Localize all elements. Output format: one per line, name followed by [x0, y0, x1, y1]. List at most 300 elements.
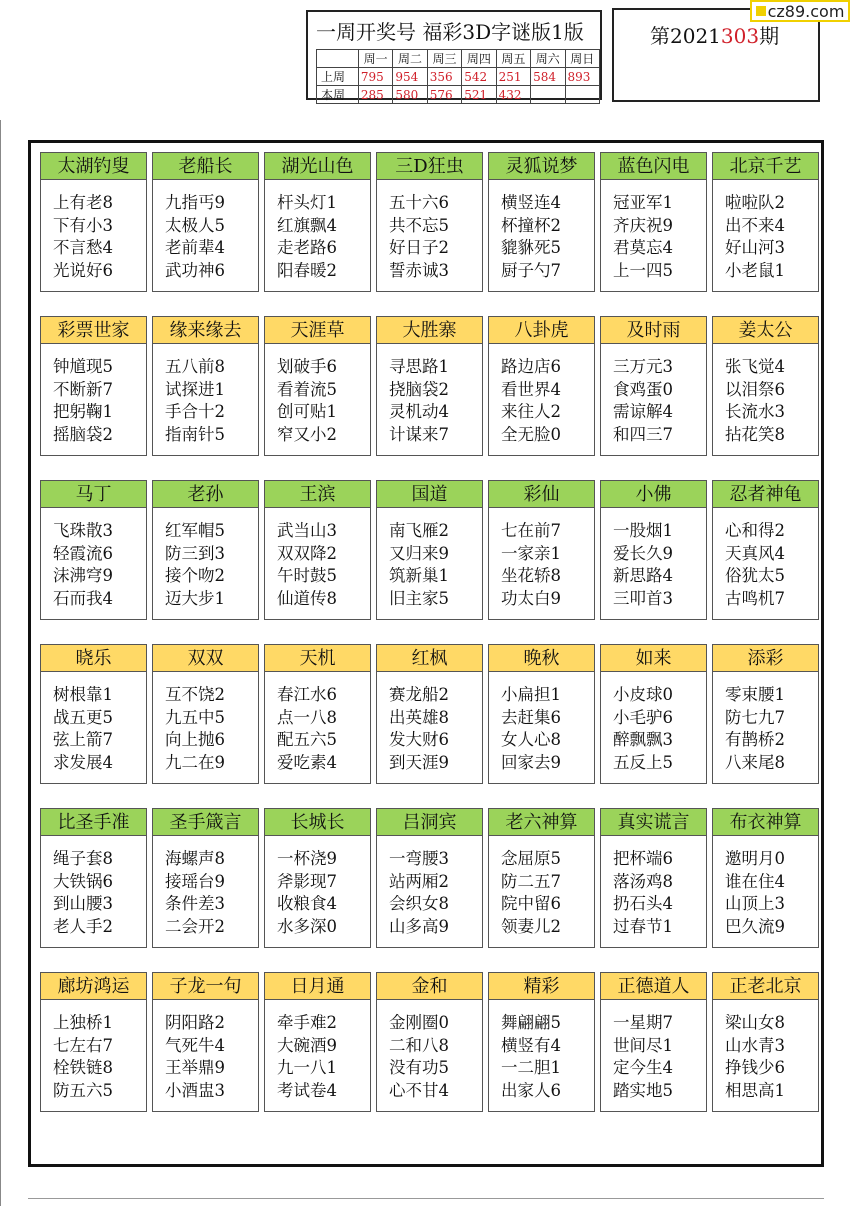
draw-number: 356 [427, 68, 461, 86]
riddle-line: 树根靠1 [53, 685, 113, 704]
riddle-line: 飞珠散3 [53, 521, 113, 540]
riddle-line: 接个吻2 [165, 566, 225, 585]
draw-number: 251 [496, 68, 530, 86]
riddle-line: 双双降2 [277, 543, 337, 563]
riddle-card-author: 及时雨 [601, 317, 706, 344]
riddle-card [264, 152, 371, 292]
riddle-line: 定今生4 [613, 1058, 673, 1077]
riddle-line: 气死牛4 [165, 1035, 225, 1055]
riddle-card-author: 正德道人 [601, 973, 706, 1000]
riddle-line: 春江水6 [277, 685, 337, 704]
riddle-line: 不断新7 [53, 379, 113, 399]
riddle-card-body [601, 180, 706, 282]
riddle-line: 三万元3 [613, 357, 673, 376]
riddle-line: 红军帽5 [165, 521, 225, 540]
riddle-line: 横竖连4 [501, 193, 561, 212]
riddle-line: 五反上5 [613, 752, 673, 772]
riddle-line: 长流水3 [725, 402, 785, 421]
riddle-line: 会织女8 [389, 894, 449, 913]
riddle-line: 旧主家5 [389, 588, 449, 608]
riddle-line: 互不饶2 [165, 685, 225, 704]
riddle-card-body [41, 508, 146, 610]
riddle-line: 计谋来7 [389, 424, 449, 444]
riddle-card-author: 双双 [153, 645, 258, 672]
riddle-line: 求发展4 [53, 752, 113, 772]
riddle-board [28, 140, 824, 1167]
watermark-square-icon [756, 6, 766, 16]
riddle-card [488, 480, 595, 620]
riddle-card-author: 天涯草 [265, 317, 370, 344]
this-week-label: 本周 [317, 86, 359, 104]
riddle-card-author: 灵狐说梦 [489, 153, 594, 180]
riddle-card-author: 长城长 [265, 809, 370, 836]
riddle-line: 一家亲1 [501, 543, 561, 563]
riddle-card [40, 480, 147, 620]
riddle-line: 战五更5 [53, 707, 113, 727]
riddle-line: 绳子套8 [53, 849, 113, 868]
riddle-card [152, 808, 259, 948]
riddle-line: 把躬鞠1 [53, 402, 113, 421]
riddle-card-body [265, 180, 370, 282]
riddle-card-author: 正老北京 [713, 973, 818, 1000]
riddle-line: 和四三7 [613, 424, 673, 444]
riddle-card-body [713, 344, 818, 446]
riddle-card [152, 972, 259, 1112]
riddle-line: 手合十2 [165, 402, 225, 421]
riddle-card-author: 老六神算 [489, 809, 594, 836]
riddle-line: 小老鼠1 [725, 260, 785, 280]
riddle-card-author: 真实谎言 [601, 809, 706, 836]
riddle-card-body [41, 1000, 146, 1102]
riddle-card-body [713, 1000, 818, 1102]
riddle-line: 老人手2 [53, 916, 113, 936]
riddle-line: 貔貅死5 [501, 238, 561, 257]
riddle-line: 拈花笑8 [725, 424, 785, 444]
riddle-line: 水多深0 [277, 916, 337, 936]
riddle-line: 走老路6 [277, 238, 337, 257]
riddle-card-author: 湖光山色 [265, 153, 370, 180]
day-header: 周一 [358, 50, 392, 68]
riddle-line: 牵手难2 [277, 1013, 337, 1032]
riddle-card [712, 316, 819, 456]
riddle-card [600, 972, 707, 1112]
riddle-card-body [377, 1000, 482, 1102]
riddle-card [600, 808, 707, 948]
riddle-line: 过春节1 [613, 916, 673, 936]
riddle-line: 山水青3 [725, 1035, 785, 1055]
draw-number: 893 [565, 68, 600, 86]
riddle-card [712, 152, 819, 292]
riddle-line: 路边店6 [501, 357, 561, 376]
riddle-card-author: 如来 [601, 645, 706, 672]
riddle-line: 栓铁链8 [53, 1058, 113, 1077]
riddle-card-body [601, 672, 706, 774]
watermark-text: cz89.com [767, 1, 845, 21]
riddle-line: 一二胆1 [501, 1058, 561, 1077]
riddle-card [40, 644, 147, 784]
riddle-line: 杯撞杯2 [501, 215, 561, 235]
riddle-line: 一星期7 [613, 1013, 673, 1032]
riddle-card-body [489, 344, 594, 446]
riddle-card-body [265, 672, 370, 774]
riddle-line: 指南针5 [165, 424, 225, 444]
riddle-line: 窄又小2 [277, 424, 337, 444]
riddle-line: 坐花轿8 [501, 566, 561, 585]
issue-number: 303 [720, 24, 760, 48]
riddle-card-body [153, 1000, 258, 1102]
riddle-line: 创可贴1 [277, 402, 337, 421]
riddle-line: 石而我4 [53, 588, 113, 608]
riddle-card [40, 152, 147, 292]
riddle-line: 海螺声8 [165, 849, 225, 868]
riddle-line: 挣钱少6 [725, 1058, 785, 1077]
riddle-card [40, 808, 147, 948]
riddle-card-author: 廊坊鸿运 [41, 973, 146, 1000]
day-header: 周五 [496, 50, 530, 68]
riddle-card [488, 152, 595, 292]
riddle-card [376, 152, 483, 292]
riddle-line: 防七九7 [725, 707, 785, 727]
riddle-line: 小扁担1 [501, 685, 561, 704]
riddle-card-author: 彩票世家 [41, 317, 146, 344]
riddle-line: 看世界4 [501, 379, 561, 399]
riddle-card-body [153, 672, 258, 774]
riddle-card [152, 152, 259, 292]
riddle-line: 迈大步1 [165, 588, 225, 608]
riddle-line: 出英雄8 [389, 707, 449, 727]
riddle-line: 筑新巢1 [389, 566, 449, 585]
riddle-line: 七左右7 [53, 1035, 113, 1055]
riddle-card-body [601, 836, 706, 938]
riddle-line: 武当山3 [277, 521, 337, 540]
riddle-line: 下有小3 [53, 215, 113, 235]
riddle-line: 小毛驴6 [613, 707, 673, 727]
riddle-line: 天真风4 [725, 543, 785, 563]
riddle-line: 爱吃素4 [277, 752, 337, 772]
riddle-card [376, 480, 483, 620]
riddle-line: 梁山女8 [725, 1013, 785, 1032]
riddle-card-author: 日月通 [265, 973, 370, 1000]
riddle-line: 共不忘5 [389, 215, 449, 235]
riddle-card [40, 972, 147, 1112]
riddle-card-author: 子龙一句 [153, 973, 258, 1000]
riddle-card [40, 316, 147, 456]
last-week-label: 上周 [317, 68, 359, 86]
day-header: 周四 [462, 50, 496, 68]
riddle-card [152, 644, 259, 784]
draw-number: 432 [496, 86, 530, 104]
riddle-line: 醉飘飘3 [613, 730, 673, 749]
riddle-card-body [377, 180, 482, 282]
riddle-line: 防三到3 [165, 543, 225, 563]
riddle-line: 好日子2 [389, 238, 449, 257]
riddle-card-author: 布衣神算 [713, 809, 818, 836]
site-watermark[interactable] [750, 0, 850, 22]
riddle-card [712, 644, 819, 784]
riddle-line: 巴久流9 [725, 916, 785, 936]
riddle-card-body [713, 508, 818, 610]
riddle-line: 君莫忘4 [613, 238, 673, 257]
riddle-card-body [713, 672, 818, 774]
riddle-card-author: 蓝色闪电 [601, 153, 706, 180]
riddle-card-body [153, 836, 258, 938]
riddle-line: 又归来9 [389, 543, 449, 563]
riddle-card-author: 圣手箴言 [153, 809, 258, 836]
riddle-card-author: 添彩 [713, 645, 818, 672]
riddle-card-body [377, 344, 482, 446]
riddle-line: 金刚圈0 [389, 1013, 449, 1032]
riddle-line: 一股烟1 [613, 521, 673, 540]
riddle-line: 老前辈4 [165, 238, 225, 257]
riddle-line: 挠脑袋2 [389, 379, 449, 399]
riddle-card-author: 八卦虎 [489, 317, 594, 344]
weekly-results-table [316, 49, 600, 104]
riddle-card-author: 忍者神龟 [713, 481, 818, 508]
riddle-card-body [489, 508, 594, 610]
riddle-card-body [265, 508, 370, 610]
riddle-line: 武功神6 [165, 260, 225, 280]
riddle-line: 世间尽1 [613, 1035, 673, 1055]
weekly-results-box [306, 10, 602, 100]
riddle-line: 舞翩翩5 [501, 1013, 561, 1032]
riddle-line: 向上抛6 [165, 730, 225, 749]
riddle-line: 需谅解4 [613, 402, 673, 421]
riddle-card-author: 比圣手准 [41, 809, 146, 836]
riddle-line: 女人心8 [501, 730, 561, 749]
riddle-line: 红旗飘4 [277, 215, 337, 235]
riddle-card-body [713, 180, 818, 282]
riddle-line: 九五中5 [165, 707, 225, 727]
day-header: 周六 [531, 50, 565, 68]
riddle-card [600, 480, 707, 620]
riddle-line: 到天涯9 [389, 752, 449, 772]
riddle-card-body [489, 180, 594, 282]
riddle-line: 出不来4 [725, 215, 785, 235]
riddle-line: 点一八8 [277, 707, 337, 727]
riddle-card-author: 太湖钓叟 [41, 153, 146, 180]
riddle-card [152, 480, 259, 620]
draw-number: 542 [462, 68, 496, 86]
riddle-card [712, 808, 819, 948]
draw-number: 521 [462, 86, 496, 104]
riddle-line: 划破手6 [277, 357, 337, 376]
riddle-line: 领妻儿2 [501, 916, 561, 936]
riddle-card-author: 小佛 [601, 481, 706, 508]
riddle-line: 来往人2 [501, 402, 561, 421]
riddle-line: 到山腰3 [53, 894, 113, 913]
riddle-card [376, 316, 483, 456]
riddle-card [264, 644, 371, 784]
riddle-card [488, 808, 595, 948]
riddle-card-body [489, 836, 594, 938]
riddle-line: 古鸣机7 [725, 588, 785, 608]
riddle-line: 发大财6 [389, 730, 449, 749]
riddle-line: 二和八8 [389, 1035, 449, 1055]
riddle-line: 二会开2 [165, 916, 225, 936]
riddle-line: 试探进1 [165, 379, 225, 399]
riddle-card-author: 老船长 [153, 153, 258, 180]
riddle-line: 大铁锅6 [53, 871, 113, 891]
riddle-line: 食鸡蛋0 [613, 379, 673, 399]
riddle-line: 上有老8 [53, 193, 113, 212]
riddle-card-author: 金和 [377, 973, 482, 1000]
riddle-line: 五十六6 [389, 193, 449, 212]
riddle-line: 没有功5 [389, 1058, 449, 1077]
riddle-line: 午时鼓5 [277, 566, 337, 585]
riddle-line: 小皮球0 [613, 685, 673, 704]
last-week-row [317, 68, 600, 86]
riddle-card [712, 972, 819, 1112]
riddle-line: 太极人5 [165, 215, 225, 235]
riddle-card [376, 644, 483, 784]
riddle-line: 杆头灯1 [277, 193, 337, 212]
riddle-card-body [377, 672, 482, 774]
riddle-line: 弦上箭7 [53, 730, 113, 749]
riddle-line: 九指丐9 [165, 193, 225, 212]
riddle-card [264, 316, 371, 456]
days-row [317, 50, 600, 68]
riddle-card-author: 老孙 [153, 481, 258, 508]
riddle-card-author: 精彩 [489, 973, 594, 1000]
riddle-card-author: 大胜寨 [377, 317, 482, 344]
day-header: 周三 [427, 50, 461, 68]
draw-number: 584 [531, 68, 565, 86]
riddle-card-body [265, 344, 370, 446]
riddle-card [488, 316, 595, 456]
riddle-line: 邀明月0 [725, 849, 785, 868]
riddle-line: 条件差3 [165, 894, 225, 913]
riddle-card [376, 972, 483, 1112]
riddle-line: 扔石头4 [613, 894, 673, 913]
riddle-grid [40, 152, 819, 1112]
riddle-line: 爱长久9 [613, 543, 673, 563]
riddle-line: 一弯腰3 [389, 849, 449, 868]
riddle-card [600, 316, 707, 456]
riddle-line: 好山河3 [725, 238, 785, 257]
draw-number [565, 86, 600, 104]
riddle-card-body [41, 672, 146, 774]
draw-number: 285 [358, 86, 392, 104]
day-header: 周二 [393, 50, 427, 68]
riddle-card [712, 480, 819, 620]
riddle-line: 八来尾8 [725, 752, 785, 772]
riddle-card-author: 马丁 [41, 481, 146, 508]
riddle-line: 谁在住4 [725, 871, 785, 891]
riddle-line: 收粮食4 [277, 894, 337, 913]
riddle-card [600, 644, 707, 784]
riddle-line: 光说好6 [53, 260, 113, 280]
riddle-line: 阴阳路2 [165, 1013, 225, 1032]
riddle-card [488, 972, 595, 1112]
riddle-card-body [41, 344, 146, 446]
footer-line [28, 1198, 824, 1199]
riddle-line: 新思路4 [613, 566, 673, 585]
corner-cell [317, 50, 359, 68]
riddle-line: 小酒盅3 [165, 1080, 225, 1100]
riddle-line: 踏实地5 [613, 1080, 673, 1100]
riddle-line: 九一八1 [277, 1058, 337, 1077]
riddle-card-body [601, 1000, 706, 1102]
riddle-line: 不言愁4 [53, 238, 113, 257]
riddle-line: 防二五7 [501, 871, 561, 891]
riddle-card-author: 姜太公 [713, 317, 818, 344]
riddle-card-author: 三D狂虫 [377, 153, 482, 180]
riddle-card-body [153, 508, 258, 610]
riddle-card-body [377, 508, 482, 610]
riddle-line: 王举鼎9 [165, 1058, 225, 1077]
riddle-card-author: 晓乐 [41, 645, 146, 672]
riddle-card [600, 152, 707, 292]
riddle-card-body [601, 508, 706, 610]
riddle-line: 俗犹太5 [725, 566, 785, 585]
issue-suffix: 期 [759, 24, 780, 48]
riddle-line: 沫沸穹9 [53, 566, 113, 585]
riddle-line: 上独桥1 [53, 1013, 113, 1032]
riddle-line: 摇脑袋2 [53, 424, 113, 444]
riddle-line: 七在前7 [501, 521, 561, 540]
riddle-line: 南飞雁2 [389, 521, 449, 540]
weekly-results-title: 一周开奖号 福彩3D字谜版1版 [316, 20, 584, 44]
riddle-card-author: 天机 [265, 645, 370, 672]
riddle-card-body [601, 344, 706, 446]
riddle-line: 上一四5 [613, 260, 673, 280]
riddle-card-body [489, 1000, 594, 1102]
riddle-card-author: 缘来缘去 [153, 317, 258, 344]
riddle-card-author: 吕洞宾 [377, 809, 482, 836]
riddle-line: 回家去9 [501, 752, 561, 772]
riddle-line: 零束腰1 [725, 685, 785, 704]
riddle-card [264, 972, 371, 1112]
riddle-line: 考试卷4 [277, 1080, 337, 1100]
riddle-line: 去赶集6 [501, 707, 561, 727]
riddle-card-body [153, 344, 258, 446]
draw-number [531, 86, 565, 104]
riddle-line: 以泪祭6 [725, 379, 785, 399]
riddle-line: 配五六5 [277, 730, 337, 749]
riddle-card-body [265, 836, 370, 938]
riddle-card-body [153, 180, 258, 282]
riddle-line: 功太白9 [501, 588, 561, 608]
riddle-line: 站两厢2 [389, 871, 449, 891]
riddle-line: 出家人6 [501, 1080, 561, 1100]
riddle-card-author: 晚秋 [489, 645, 594, 672]
riddle-line: 齐庆祝9 [613, 215, 673, 235]
riddle-card-body [265, 1000, 370, 1102]
riddle-card-author: 北京千艺 [713, 153, 818, 180]
riddle-card-body [41, 180, 146, 282]
riddle-card-author: 国道 [377, 481, 482, 508]
riddle-card-body [377, 836, 482, 938]
riddle-card-body [489, 672, 594, 774]
riddle-line: 张飞觉4 [725, 357, 785, 376]
riddle-line: 大碗酒9 [277, 1035, 337, 1055]
riddle-line: 看着流5 [277, 379, 337, 399]
riddle-card [264, 808, 371, 948]
riddle-line: 轻霞流6 [53, 543, 113, 563]
riddle-line: 灵机动4 [389, 402, 449, 421]
riddle-line: 有鹊桥2 [725, 730, 785, 749]
riddle-line: 落汤鸡8 [613, 871, 673, 891]
riddle-line: 九二在9 [165, 752, 225, 772]
riddle-line: 念屈原5 [501, 849, 561, 868]
riddle-line: 院中留6 [501, 894, 561, 913]
riddle-card [376, 808, 483, 948]
riddle-line: 五八前8 [165, 357, 225, 376]
riddle-card [152, 316, 259, 456]
riddle-line: 钟馗现5 [53, 357, 113, 376]
riddle-line: 一杯浇9 [277, 849, 337, 868]
riddle-line: 心不甘4 [389, 1080, 449, 1100]
